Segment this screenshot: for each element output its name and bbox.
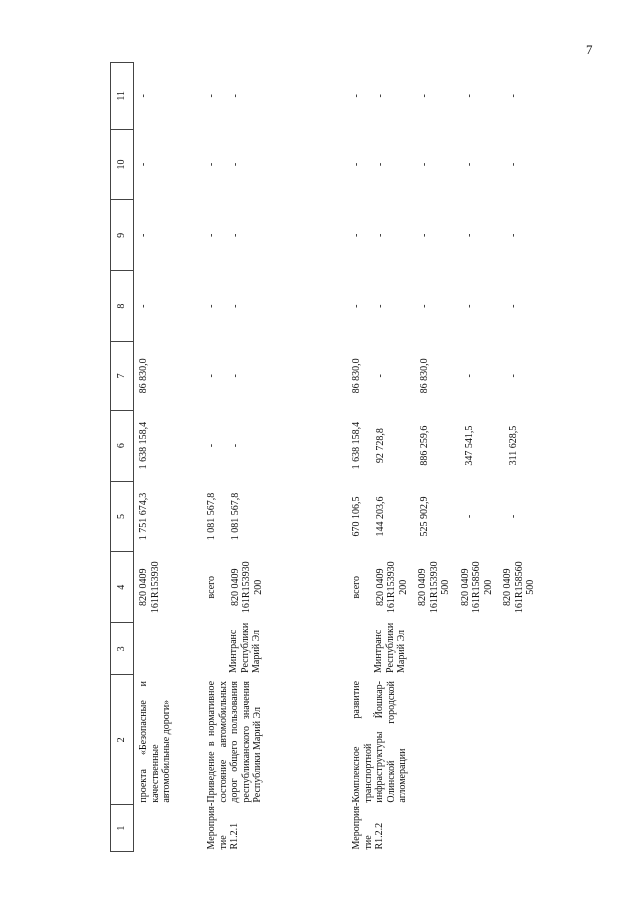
page-number: 7 [586,42,593,57]
column-header-9: 9 [111,200,134,271]
column-header-6: 6 [111,410,134,481]
value-col-6: - [229,443,241,448]
value-col-8: - [419,304,430,308]
value-col-8: - [229,304,241,308]
value-col-11: - [374,94,386,98]
value-col-9: - [508,233,519,237]
column-header-7: 7 [111,342,134,411]
value-col-5: 144 203,6 [374,496,386,537]
value-col-8: - [374,304,386,308]
value-col-6: 1 638 158,4 [138,421,149,470]
column-header-4: 4 [111,552,134,623]
value-col-7: 86 830,0 [419,358,430,394]
value-col-5: 525 902,9 [419,496,430,537]
row-executor [134,623,199,675]
value-col-5: - [463,514,475,519]
value-col-11: - [508,94,519,98]
value-col-9: - [419,233,430,237]
value-col-9: - [206,233,217,237]
column-header-8: 8 [111,271,134,342]
value-col-7: - [374,374,386,378]
column-header-1: 1 [111,805,134,852]
value-col-9: - [138,233,149,237]
value-col-11: - [463,94,475,98]
value-col-8: - [206,304,217,308]
budget-table [110,62,585,852]
value-col-10: - [508,162,519,167]
kbk-code: 820 0409 161R158560 200 [459,561,494,614]
header-row [111,63,134,852]
value-col-10: - [374,162,386,167]
value-col-6: 92 728,8 [374,428,386,464]
value-col-7: - [508,374,519,378]
row-name: проекта «Безопасные и качественные автомобильные дороги» [138,680,172,803]
value-col-7: 86 830,0 [138,358,149,394]
value-col-8: - [463,304,475,308]
value-col-7: - [229,374,241,378]
row-code: Мероприя-тие R1.2.2 [351,802,385,850]
value-col-11: - [419,94,430,98]
kbk-code: 820 0409 161R153930 500 [417,561,451,614]
value-col-9: - [463,233,475,237]
column-header-2: 2 [111,675,134,805]
value-col-11: - [138,94,149,98]
value-col-11: - [229,94,241,98]
column-header-11: 11 [111,63,134,130]
value-col-9: - [374,233,386,237]
value-col-6: - [206,443,217,448]
value-col-8: - [508,304,519,308]
value-col-9: - [351,233,362,237]
value-col-10: - [463,162,475,167]
value-col-5: 670 106,5 [351,496,362,537]
column-header-3: 3 [111,623,134,675]
row-executor: Минтранс Республики Марий Эл [373,622,407,673]
row-executor: Минтранс Республики Марий Эл [228,622,262,673]
row-code: Мероприя-тие R1.2.1 [206,802,240,850]
kbk-code: 820 0409 161R158560 500 [502,561,536,614]
value-col-6: 347 541,5 [463,425,475,466]
value-col-7: - [463,374,475,378]
value-col-6: 886 259,6 [419,425,430,466]
value-col-10: - [229,162,241,167]
table-area [110,62,545,852]
value-col-8: - [138,304,149,308]
kbk-code: всего [206,576,217,599]
value-col-5: 1 751 674,3 [138,492,149,541]
value-col-5: 1 081 567,8 [229,492,241,541]
value-col-10: - [206,162,217,167]
kbk-code: всего [351,576,362,599]
value-col-10: - [419,162,430,167]
kbk-code: 820 0409 161R153930 200 [374,561,409,614]
row-code [134,805,199,852]
row-name: Комплексное развитие транспортной инфраструктуры Йошкар-Олинской городской агломерации [351,680,408,803]
value-col-10: - [351,162,362,167]
value-col-11: - [351,94,362,98]
kbk-code: 820 0409 161R153930 [138,561,161,614]
kbk-code: 820 0409 161R153930 200 [229,561,264,614]
table-row [134,63,199,852]
rotated-table-container [110,62,545,852]
value-col-7: 86 830,0 [351,358,362,394]
value-col-6: 1 638 158,4 [351,421,362,470]
value-col-8: - [351,304,362,308]
column-header-5: 5 [111,481,134,552]
value-col-6: 311 628,5 [508,425,519,466]
table-row [343,63,585,852]
value-col-9: - [229,233,241,237]
value-col-10: - [138,162,149,167]
table-row [198,63,343,852]
column-header-10: 10 [111,129,134,200]
value-col-7: - [206,374,217,378]
value-col-11: - [206,94,217,98]
row-name: Приведение в нормативное состояние автомобильных дорог общего пользования республиканского значения Республики Марий Эл [206,680,263,803]
value-col-5: 1 081 567,8 [206,492,217,541]
value-col-5: - [508,514,519,519]
